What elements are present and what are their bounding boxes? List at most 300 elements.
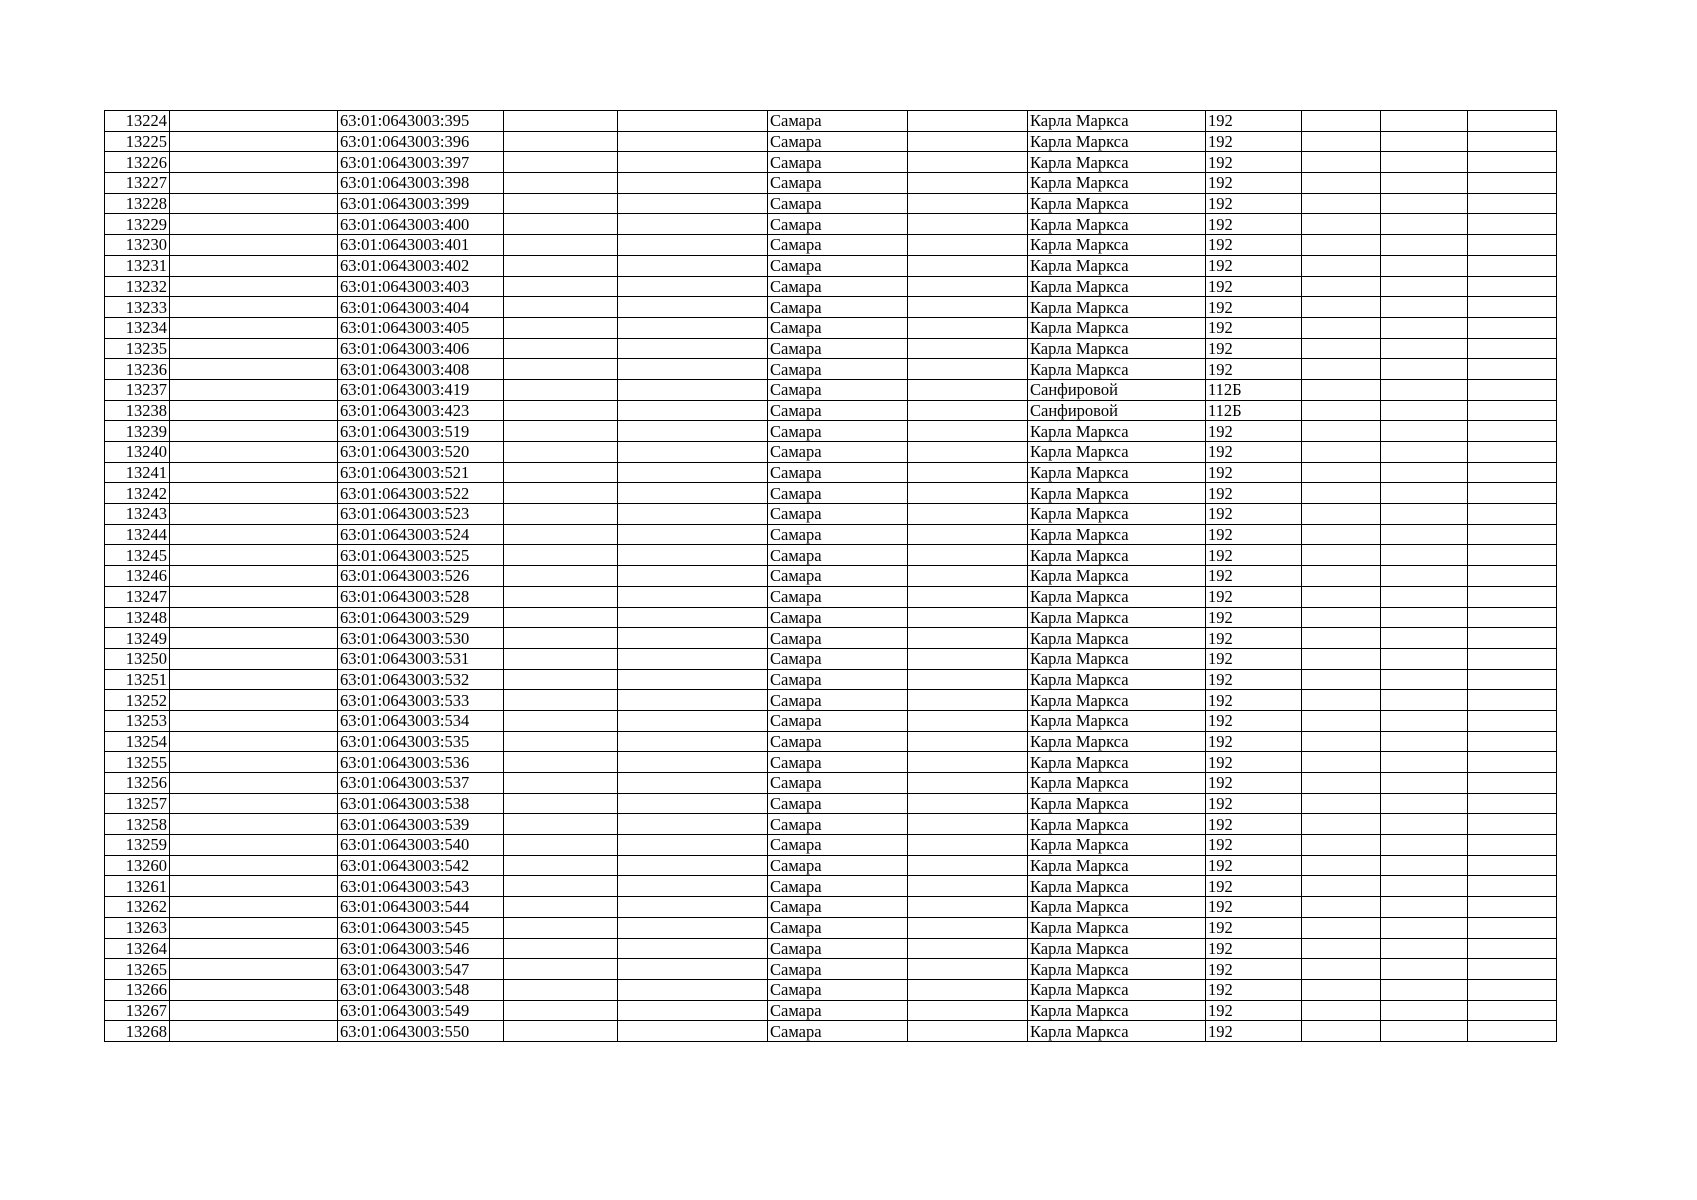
empty-cell — [618, 255, 768, 276]
street-cell: Карла Маркса — [1028, 586, 1206, 607]
empty-cell — [1381, 669, 1468, 690]
row-number-cell: 13252 — [105, 690, 170, 711]
empty-cell — [908, 255, 1028, 276]
street-cell: Карла Маркса — [1028, 504, 1206, 525]
row-number-cell: 13260 — [105, 855, 170, 876]
empty-cell — [1302, 897, 1381, 918]
empty-cell — [504, 504, 618, 525]
empty-cell — [1468, 959, 1557, 980]
empty-cell — [170, 131, 338, 152]
cadastral-number-cell: 63:01:0643003:523 — [338, 504, 504, 525]
house-number-cell: 192 — [1206, 1000, 1302, 1021]
city-cell: Самара — [768, 814, 908, 835]
house-number-cell: 192 — [1206, 1021, 1302, 1042]
cadastral-number-cell: 63:01:0643003:538 — [338, 793, 504, 814]
empty-cell — [1302, 628, 1381, 649]
empty-cell — [1468, 669, 1557, 690]
empty-cell — [908, 773, 1028, 794]
empty-cell — [618, 897, 768, 918]
empty-cell — [170, 400, 338, 421]
empty-cell — [1381, 338, 1468, 359]
empty-cell — [1302, 255, 1381, 276]
table-row — [105, 897, 1557, 918]
empty-cell — [170, 959, 338, 980]
street-cell: Карла Маркса — [1028, 731, 1206, 752]
empty-cell — [1468, 111, 1557, 132]
empty-cell — [1302, 1000, 1381, 1021]
cadastral-number-cell: 63:01:0643003:532 — [338, 669, 504, 690]
row-number-cell: 13229 — [105, 214, 170, 235]
street-cell: Карла Маркса — [1028, 131, 1206, 152]
empty-cell — [1468, 379, 1557, 400]
empty-cell — [1302, 131, 1381, 152]
empty-cell — [170, 917, 338, 938]
empty-cell — [618, 648, 768, 669]
row-number-cell: 13232 — [105, 276, 170, 297]
empty-cell — [170, 462, 338, 483]
city-cell: Самара — [768, 193, 908, 214]
house-number-cell: 192 — [1206, 442, 1302, 463]
empty-cell — [908, 504, 1028, 525]
city-cell: Самара — [768, 648, 908, 669]
empty-cell — [1381, 193, 1468, 214]
table-row — [105, 297, 1557, 318]
house-number-cell: 192 — [1206, 524, 1302, 545]
empty-cell — [1302, 359, 1381, 380]
city-cell: Самара — [768, 855, 908, 876]
empty-cell — [170, 152, 338, 173]
cadastral-number-cell: 63:01:0643003:404 — [338, 297, 504, 318]
empty-cell — [504, 607, 618, 628]
empty-cell — [908, 607, 1028, 628]
empty-cell — [618, 379, 768, 400]
empty-cell — [504, 359, 618, 380]
cadastral-number-cell: 63:01:0643003:405 — [338, 317, 504, 338]
table-row — [105, 193, 1557, 214]
street-cell: Карла Маркса — [1028, 669, 1206, 690]
cadastral-number-cell: 63:01:0643003:519 — [338, 421, 504, 442]
table-row — [105, 607, 1557, 628]
house-number-cell: 192 — [1206, 421, 1302, 442]
empty-cell — [1468, 648, 1557, 669]
empty-cell — [1381, 959, 1468, 980]
empty-cell — [618, 276, 768, 297]
city-cell: Самара — [768, 669, 908, 690]
empty-cell — [618, 524, 768, 545]
cadastral-number-cell: 63:01:0643003:535 — [338, 731, 504, 752]
empty-cell — [504, 752, 618, 773]
empty-cell — [1302, 917, 1381, 938]
cadastral-number-cell: 63:01:0643003:540 — [338, 835, 504, 856]
empty-cell — [1381, 111, 1468, 132]
empty-cell — [1381, 317, 1468, 338]
empty-cell — [908, 545, 1028, 566]
empty-cell — [1381, 628, 1468, 649]
empty-cell — [908, 152, 1028, 173]
cadastral-number-cell: 63:01:0643003:419 — [338, 379, 504, 400]
empty-cell — [1302, 773, 1381, 794]
street-cell: Карла Маркса — [1028, 235, 1206, 256]
house-number-cell: 192 — [1206, 835, 1302, 856]
empty-cell — [908, 235, 1028, 256]
table-row — [105, 173, 1557, 194]
registry-table-body — [105, 111, 1557, 1042]
empty-cell — [1302, 710, 1381, 731]
city-cell: Самара — [768, 586, 908, 607]
table-row — [105, 793, 1557, 814]
house-number-cell: 192 — [1206, 173, 1302, 194]
empty-cell — [1381, 773, 1468, 794]
empty-cell — [1302, 483, 1381, 504]
empty-cell — [908, 193, 1028, 214]
empty-cell — [504, 917, 618, 938]
empty-cell — [908, 131, 1028, 152]
empty-cell — [170, 669, 338, 690]
empty-cell — [1468, 152, 1557, 173]
street-cell: Санфировой — [1028, 379, 1206, 400]
row-number-cell: 13231 — [105, 255, 170, 276]
empty-cell — [908, 979, 1028, 1000]
empty-cell — [504, 566, 618, 587]
empty-cell — [170, 752, 338, 773]
empty-cell — [618, 400, 768, 421]
house-number-cell: 192 — [1206, 483, 1302, 504]
cadastral-number-cell: 63:01:0643003:528 — [338, 586, 504, 607]
street-cell: Карла Маркса — [1028, 1021, 1206, 1042]
house-number-cell: 192 — [1206, 648, 1302, 669]
row-number-cell: 13228 — [105, 193, 170, 214]
house-number-cell: 192 — [1206, 628, 1302, 649]
street-cell: Карла Маркса — [1028, 1000, 1206, 1021]
empty-cell — [618, 131, 768, 152]
cadastral-number-cell: 63:01:0643003:520 — [338, 442, 504, 463]
empty-cell — [1302, 752, 1381, 773]
empty-cell — [170, 442, 338, 463]
empty-cell — [1468, 421, 1557, 442]
empty-cell — [1468, 917, 1557, 938]
city-cell: Самара — [768, 483, 908, 504]
table-row — [105, 731, 1557, 752]
empty-cell — [1302, 214, 1381, 235]
empty-cell — [1468, 855, 1557, 876]
empty-cell — [1381, 917, 1468, 938]
house-number-cell: 192 — [1206, 111, 1302, 132]
empty-cell — [1302, 876, 1381, 897]
empty-cell — [504, 628, 618, 649]
cadastral-number-cell: 63:01:0643003:406 — [338, 338, 504, 359]
house-number-cell: 192 — [1206, 607, 1302, 628]
empty-cell — [1302, 462, 1381, 483]
empty-cell — [170, 979, 338, 1000]
city-cell: Самара — [768, 690, 908, 711]
empty-cell — [908, 442, 1028, 463]
empty-cell — [1381, 710, 1468, 731]
row-number-cell: 13240 — [105, 442, 170, 463]
city-cell: Самара — [768, 897, 908, 918]
cadastral-number-cell: 63:01:0643003:533 — [338, 690, 504, 711]
empty-cell — [908, 1000, 1028, 1021]
empty-cell — [170, 938, 338, 959]
empty-cell — [504, 731, 618, 752]
empty-cell — [618, 442, 768, 463]
empty-cell — [1302, 1021, 1381, 1042]
empty-cell — [170, 276, 338, 297]
row-number-cell: 13233 — [105, 297, 170, 318]
empty-cell — [504, 773, 618, 794]
street-cell: Карла Маркса — [1028, 876, 1206, 897]
house-number-cell: 192 — [1206, 214, 1302, 235]
table-row — [105, 979, 1557, 1000]
empty-cell — [1381, 855, 1468, 876]
empty-cell — [618, 235, 768, 256]
city-cell: Самара — [768, 235, 908, 256]
empty-cell — [170, 504, 338, 525]
empty-cell — [1381, 1000, 1468, 1021]
empty-cell — [1302, 814, 1381, 835]
cadastral-number-cell: 63:01:0643003:395 — [338, 111, 504, 132]
empty-cell — [1468, 483, 1557, 504]
empty-cell — [170, 1021, 338, 1042]
empty-cell — [618, 545, 768, 566]
empty-cell — [1302, 235, 1381, 256]
row-number-cell: 13236 — [105, 359, 170, 380]
table-row — [105, 504, 1557, 525]
street-cell: Карла Маркса — [1028, 338, 1206, 359]
city-cell: Самара — [768, 710, 908, 731]
city-cell: Самара — [768, 214, 908, 235]
city-cell: Самара — [768, 173, 908, 194]
empty-cell — [1468, 979, 1557, 1000]
empty-cell — [618, 938, 768, 959]
row-number-cell: 13253 — [105, 710, 170, 731]
empty-cell — [908, 483, 1028, 504]
row-number-cell: 13246 — [105, 566, 170, 587]
cadastral-number-cell: 63:01:0643003:547 — [338, 959, 504, 980]
empty-cell — [170, 628, 338, 649]
row-number-cell: 13237 — [105, 379, 170, 400]
empty-cell — [908, 876, 1028, 897]
empty-cell — [170, 835, 338, 856]
table-row — [105, 421, 1557, 442]
empty-cell — [908, 566, 1028, 587]
empty-cell — [618, 317, 768, 338]
empty-cell — [1381, 173, 1468, 194]
empty-cell — [1468, 793, 1557, 814]
empty-cell — [1468, 317, 1557, 338]
house-number-cell: 192 — [1206, 710, 1302, 731]
city-cell: Самара — [768, 835, 908, 856]
empty-cell — [908, 959, 1028, 980]
row-number-cell: 13261 — [105, 876, 170, 897]
empty-cell — [908, 793, 1028, 814]
empty-cell — [908, 317, 1028, 338]
empty-cell — [504, 193, 618, 214]
empty-cell — [908, 897, 1028, 918]
empty-cell — [1302, 400, 1381, 421]
street-cell: Карла Маркса — [1028, 938, 1206, 959]
empty-cell — [908, 586, 1028, 607]
table-row — [105, 814, 1557, 835]
cadastral-number-cell: 63:01:0643003:522 — [338, 483, 504, 504]
house-number-cell: 192 — [1206, 317, 1302, 338]
empty-cell — [1302, 193, 1381, 214]
empty-cell — [170, 483, 338, 504]
empty-cell — [170, 545, 338, 566]
street-cell: Карла Маркса — [1028, 897, 1206, 918]
table-row — [105, 586, 1557, 607]
empty-cell — [908, 669, 1028, 690]
empty-cell — [1381, 648, 1468, 669]
empty-cell — [618, 297, 768, 318]
empty-cell — [618, 876, 768, 897]
city-cell: Самара — [768, 131, 908, 152]
city-cell: Самара — [768, 524, 908, 545]
city-cell: Самара — [768, 793, 908, 814]
empty-cell — [1381, 731, 1468, 752]
empty-cell — [504, 690, 618, 711]
empty-cell — [1302, 607, 1381, 628]
empty-cell — [1468, 586, 1557, 607]
row-number-cell: 13263 — [105, 917, 170, 938]
city-cell: Самара — [768, 317, 908, 338]
table-row — [105, 152, 1557, 173]
row-number-cell: 13251 — [105, 669, 170, 690]
house-number-cell: 112Б — [1206, 379, 1302, 400]
table-row — [105, 566, 1557, 587]
city-cell: Самара — [768, 462, 908, 483]
cadastral-number-cell: 63:01:0643003:402 — [338, 255, 504, 276]
empty-cell — [618, 1000, 768, 1021]
empty-cell — [1302, 442, 1381, 463]
empty-cell — [504, 379, 618, 400]
cadastral-number-cell: 63:01:0643003:548 — [338, 979, 504, 1000]
empty-cell — [618, 111, 768, 132]
table-row — [105, 545, 1557, 566]
empty-cell — [1381, 152, 1468, 173]
empty-cell — [1381, 214, 1468, 235]
empty-cell — [618, 979, 768, 1000]
house-number-cell: 192 — [1206, 297, 1302, 318]
empty-cell — [1302, 111, 1381, 132]
row-number-cell: 13227 — [105, 173, 170, 194]
empty-cell — [1468, 835, 1557, 856]
street-cell: Карла Маркса — [1028, 566, 1206, 587]
street-cell: Карла Маркса — [1028, 628, 1206, 649]
city-cell: Самара — [768, 628, 908, 649]
street-cell: Карла Маркса — [1028, 297, 1206, 318]
row-number-cell: 13242 — [105, 483, 170, 504]
cadastral-number-cell: 63:01:0643003:545 — [338, 917, 504, 938]
empty-cell — [1381, 524, 1468, 545]
street-cell: Карла Маркса — [1028, 524, 1206, 545]
house-number-cell: 192 — [1206, 586, 1302, 607]
cadastral-number-cell: 63:01:0643003:408 — [338, 359, 504, 380]
cadastral-number-cell: 63:01:0643003:530 — [338, 628, 504, 649]
empty-cell — [504, 421, 618, 442]
empty-cell — [908, 379, 1028, 400]
empty-cell — [1302, 421, 1381, 442]
empty-cell — [170, 297, 338, 318]
empty-cell — [170, 255, 338, 276]
empty-cell — [618, 338, 768, 359]
city-cell: Самара — [768, 338, 908, 359]
empty-cell — [504, 111, 618, 132]
empty-cell — [908, 814, 1028, 835]
empty-cell — [618, 814, 768, 835]
row-number-cell: 13258 — [105, 814, 170, 835]
empty-cell — [1468, 276, 1557, 297]
empty-cell — [618, 214, 768, 235]
empty-cell — [1381, 1021, 1468, 1042]
empty-cell — [504, 979, 618, 1000]
empty-cell — [1381, 876, 1468, 897]
empty-cell — [1381, 938, 1468, 959]
empty-cell — [1381, 442, 1468, 463]
row-number-cell: 13259 — [105, 835, 170, 856]
empty-cell — [170, 897, 338, 918]
empty-cell — [1468, 193, 1557, 214]
street-cell: Санфировой — [1028, 400, 1206, 421]
street-cell: Карла Маркса — [1028, 317, 1206, 338]
cadastral-number-cell: 63:01:0643003:400 — [338, 214, 504, 235]
row-number-cell: 13266 — [105, 979, 170, 1000]
row-number-cell: 13264 — [105, 938, 170, 959]
empty-cell — [170, 111, 338, 132]
row-number-cell: 13224 — [105, 111, 170, 132]
empty-cell — [1381, 462, 1468, 483]
table-row — [105, 379, 1557, 400]
empty-cell — [1468, 131, 1557, 152]
table-row — [105, 1000, 1557, 1021]
empty-cell — [1302, 793, 1381, 814]
empty-cell — [170, 710, 338, 731]
table-row — [105, 214, 1557, 235]
city-cell: Самара — [768, 1000, 908, 1021]
empty-cell — [1381, 235, 1468, 256]
empty-cell — [170, 876, 338, 897]
empty-cell — [1302, 338, 1381, 359]
row-number-cell: 13234 — [105, 317, 170, 338]
empty-cell — [618, 193, 768, 214]
table-row — [105, 276, 1557, 297]
empty-cell — [1468, 359, 1557, 380]
empty-cell — [504, 1021, 618, 1042]
row-number-cell: 13243 — [105, 504, 170, 525]
house-number-cell: 192 — [1206, 793, 1302, 814]
city-cell: Самара — [768, 442, 908, 463]
empty-cell — [618, 462, 768, 483]
table-row — [105, 524, 1557, 545]
empty-cell — [1468, 607, 1557, 628]
empty-cell — [908, 690, 1028, 711]
street-cell: Карла Маркса — [1028, 710, 1206, 731]
table-row — [105, 400, 1557, 421]
row-number-cell: 13248 — [105, 607, 170, 628]
city-cell: Самара — [768, 979, 908, 1000]
empty-cell — [170, 1000, 338, 1021]
empty-cell — [1381, 276, 1468, 297]
empty-cell — [1302, 979, 1381, 1000]
street-cell: Карла Маркса — [1028, 607, 1206, 628]
empty-cell — [504, 545, 618, 566]
empty-cell — [1468, 173, 1557, 194]
house-number-cell: 192 — [1206, 897, 1302, 918]
empty-cell — [908, 835, 1028, 856]
empty-cell — [1381, 504, 1468, 525]
empty-cell — [1381, 586, 1468, 607]
city-cell: Самара — [768, 959, 908, 980]
empty-cell — [504, 297, 618, 318]
